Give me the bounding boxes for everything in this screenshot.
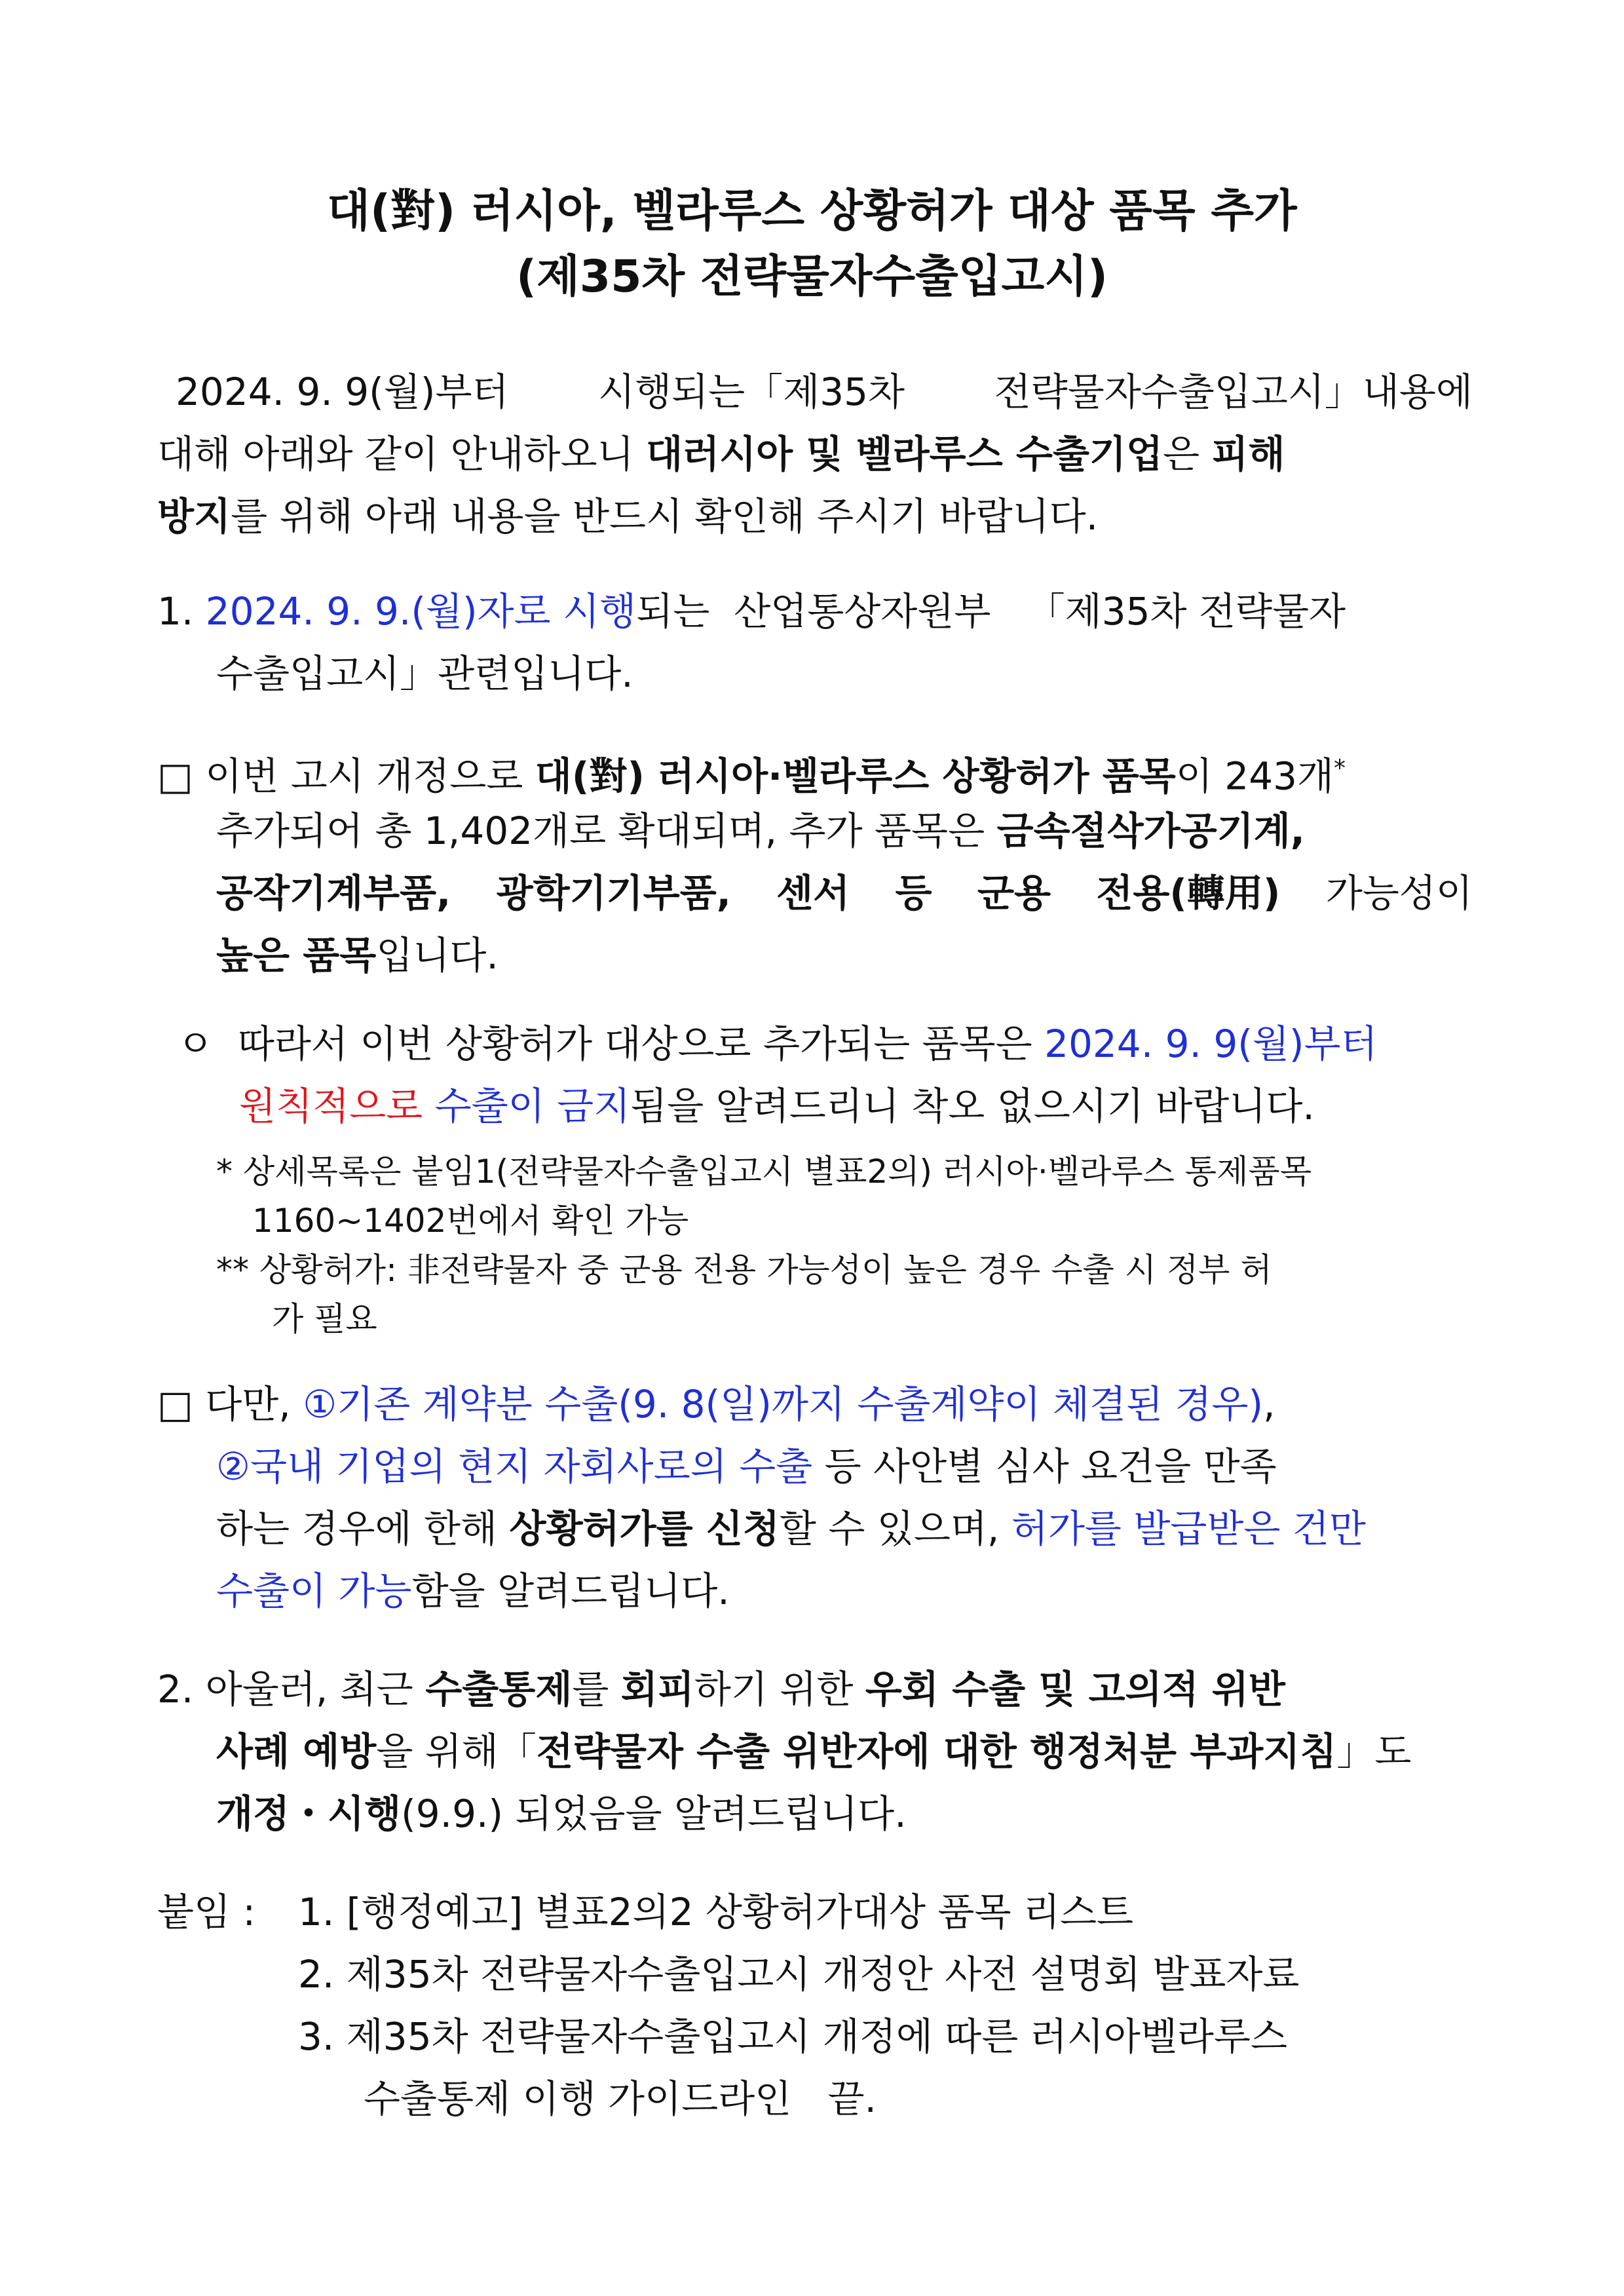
box-emphasis: 센서 <box>776 871 850 915</box>
item-text: 」도 <box>1336 1729 1412 1774</box>
box-2-line-4 <box>216 1566 730 1616</box>
attachment-text[interactable]: 수출통제 이행 가이드라인 <box>364 2076 792 2121</box>
end-mark: 끝. <box>827 2076 877 2121</box>
box-text: 입니다. <box>376 933 499 978</box>
attachments-label: 붙임 : <box>157 1890 256 1934</box>
intro-emphasis: 방지 <box>157 494 231 539</box>
document-subtitle: (제35차 전략물자수출입고시) <box>516 251 1108 303</box>
effective-date-highlight: 2024. 9. 9.(월)자로 시행 <box>205 589 637 634</box>
item-emphasis: 사례 예방 <box>216 1729 377 1774</box>
note-2-line-1 <box>216 1248 1272 1292</box>
box-text: 이번 고시 개정으로 <box>205 754 535 799</box>
item-emphasis: 개정・시행 <box>216 1791 402 1836</box>
box-emphasis: 높은 품목 <box>216 933 377 978</box>
item-2-line-1 <box>157 1664 1285 1714</box>
box-text: 이 243개 <box>1175 754 1334 799</box>
box-text: 추가되어 총 1,402개로 확대되며, 추가 품목은 <box>216 809 997 853</box>
intro-line-2 <box>157 429 1285 479</box>
item-text: 을 위해「 <box>376 1729 537 1774</box>
box-emphasis: 대(對) 러시아·벨라루스 상황허가 품목 <box>535 754 1176 799</box>
box-emphasis: 등 <box>895 871 932 915</box>
attachment-2[interactable]: 2. 제35차 전략물자수출입고시 개정안 사전 설명회 발표자료 <box>298 1952 1300 1997</box>
item-text: 하기 위한 <box>694 1667 865 1712</box>
checkbox-icon: □ <box>157 754 193 799</box>
note-1-line-2: 1160~1402번에서 확인 가능 <box>252 1202 689 1240</box>
box-emphasis: 전용(轉用) <box>1096 871 1281 915</box>
checkbox-icon: □ <box>157 1382 193 1426</box>
item-text: 「제35차 전략물자 <box>1027 589 1346 634</box>
box-text: 가능성이 <box>1325 871 1473 915</box>
box-1-line-1 <box>157 744 1346 801</box>
intro-emphasis: 피해 <box>1211 432 1285 476</box>
intro-text: 대해 아래와 같이 안내하오니 <box>157 432 647 476</box>
footnote-marker: * <box>1334 755 1346 782</box>
intro-emphasis: 대러시아 및 벨라루스 수출기업 <box>646 432 1163 476</box>
box-text: 하는 경우에 한해 <box>216 1506 510 1551</box>
box-2-line-3 <box>216 1504 1366 1554</box>
box-1-line-4 <box>216 930 499 980</box>
box-emphasis: 공작기계부품, <box>216 871 451 915</box>
box-1-line-2 <box>216 806 1305 856</box>
box-emphasis: 금속절삭가공기계, <box>996 809 1305 853</box>
intro-text: 전략물자수출입고시」내용에 <box>994 370 1473 414</box>
item-emphasis: 수출통제 <box>425 1667 573 1712</box>
item-text: 되는 <box>636 589 710 634</box>
circle-bullet-icon: ㅇ <box>177 1022 214 1066</box>
box-emphasis: 군용 <box>977 871 1051 915</box>
item-2-line-2 <box>216 1727 1411 1776</box>
item-1-line-2: 수출입고시」관련입니다. <box>216 651 633 696</box>
note-marker: * <box>216 1153 233 1191</box>
box-text: 다만, <box>205 1382 303 1426</box>
box-1-line-3 <box>216 868 1473 918</box>
intro-text: 시행되는「제35차 <box>598 370 905 414</box>
box-text: 함을 알려드립니다. <box>411 1569 730 1613</box>
permit-highlight: 허가를 발급받은 건만 <box>1011 1506 1366 1551</box>
item-text: (9.9.) 되었음을 알려드립니다. <box>401 1791 907 1836</box>
note-text: 상황허가: 非전략물자 중 군용 전용 가능성이 높은 경우 수출 시 정부 허 <box>259 1251 1272 1289</box>
box-emphasis: 상황허가를 신청 <box>509 1506 780 1551</box>
attachment-1[interactable]: 1. [행정예고] 별표2의2 상황허가대상 품목 리스트 <box>298 1890 1134 1934</box>
item-emphasis: 회피 <box>620 1667 694 1712</box>
box-text: , <box>1263 1382 1275 1426</box>
guideline-title: 전략물자 수출 위반자에 대한 행정처분 부과지침 <box>536 1729 1337 1774</box>
exception-1-highlight: ①기존 계약분 수출(9. 8(일)까지 수출계약이 체결된 경우) <box>303 1382 1264 1426</box>
item-number: 1. <box>157 589 194 634</box>
ministry-name: 산업통상자원부 <box>734 589 991 634</box>
effective-date-highlight: 2024. 9. 9(월)부터 <box>1044 1022 1378 1066</box>
intro-text: 2024. 9. 9(월)부터 <box>176 370 509 414</box>
intro-text: 은 <box>1163 432 1212 476</box>
intro-text: 를 위해 아래 내용을 반드시 확인해 주시기 바랍니다. <box>231 494 1099 539</box>
box-text: 등 사안별 심사 요건을 만족 <box>812 1444 1277 1489</box>
document-title: 대(對) 러시아, 벨라루스 상황허가 대상 품목 추가 <box>327 185 1297 237</box>
item-1-line-1 <box>157 586 1346 636</box>
box-2-line-1 <box>157 1379 1275 1429</box>
attachment-3[interactable]: 3. 제35차 전략물자수출입고시 개정에 따른 러시아벨라루스 <box>298 2014 1287 2059</box>
attachment-3-continued <box>364 2074 877 2124</box>
sub-item-line-1 <box>177 1019 1378 1069</box>
item-2-line-3 <box>216 1789 907 1839</box>
note-2-line-2: 가 필요 <box>272 1300 377 1338</box>
sub-item-line-2 <box>239 1081 1315 1131</box>
principle-highlight: 원칙적으로 <box>239 1084 423 1128</box>
intro-line-3 <box>157 491 1098 541</box>
box-text: 할 수 있으며, <box>779 1506 1011 1551</box>
export-ban-highlight: 수출이 금지 <box>434 1084 631 1128</box>
note-1-line-1 <box>216 1150 1312 1193</box>
box-2-line-2 <box>216 1442 1277 1491</box>
box-emphasis: 광학기기부품, <box>496 871 731 915</box>
item-text: 를 <box>572 1667 621 1712</box>
sub-item-text: 됨을 알려드리니 착오 없으시기 바랍니다. <box>630 1084 1315 1128</box>
item-text: 아울러, 최근 <box>205 1667 426 1712</box>
permit-highlight: 수출이 가능 <box>216 1569 412 1613</box>
note-text: 상세목록은 붙임1(전략물자수출입고시 별표2의) 러시아·벨라루스 통제품목 <box>242 1153 1312 1191</box>
item-emphasis: 우회 수출 및 고의적 위반 <box>865 1667 1285 1712</box>
intro-line-1 <box>176 367 1473 417</box>
note-marker: ** <box>216 1251 249 1289</box>
item-number: 2. <box>157 1667 194 1712</box>
exception-2-highlight: ②국내 기업의 현지 자회사로의 수출 <box>216 1444 813 1489</box>
sub-item-text: 따라서 이번 상황허가 대상으로 추가되는 품목은 <box>237 1022 1045 1066</box>
